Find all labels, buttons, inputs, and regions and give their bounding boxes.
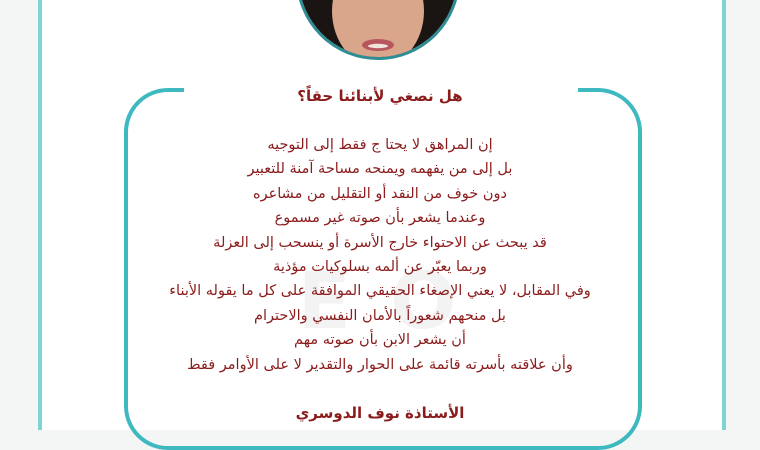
body-line: وأن علاقته بأسرته قائمة على الحوار والتقدير لا على الأوامر فقط — [187, 357, 573, 373]
body-line: بل منحهم شعوراً بالأمان النفسي والاحترام — [254, 308, 506, 324]
body-line: إن المراهق لا يحتا ج فقط إلى التوجيه — [267, 137, 493, 153]
body-line: بل إلى من يفهمه ويمنحه مساحة آمنة للتعبير — [247, 161, 513, 177]
body-line: وعندما يشعر بأن صوته غير مسموع — [274, 210, 486, 226]
body-line: قد يبحث عن الاحتواء خارج الأسرة أو ينسحب إلى العزلة — [213, 235, 547, 251]
post-title: هل نصغي لأبنائنا حقاً؟ — [297, 87, 463, 105]
body-line: أن يشعر الابن بأن صوته مهم — [294, 332, 466, 348]
body-line: دون خوف من النقد أو التقليل من مشاعره — [253, 186, 507, 202]
body-line: وربما يعبّر عن ألمه بسلوكيات مؤذية — [273, 259, 487, 275]
author-name: الأستاذة نوف الدوسري — [295, 404, 465, 422]
body-line: وفي المقابل، لا يعني الإصغاء الحقيقي الموافقة على كل ما يقوله الأبناء — [169, 283, 591, 299]
